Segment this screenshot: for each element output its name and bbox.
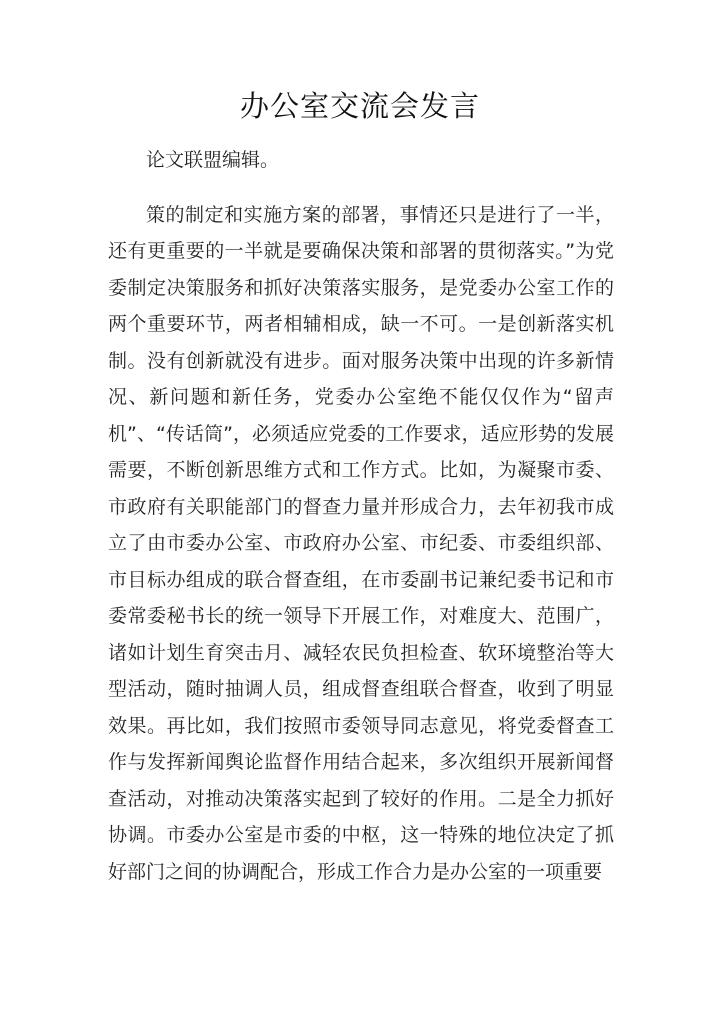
body-paragraph: 策的制定和实施方案的部署，事情还只是进行了一半，还有更重要的一半就是要确保决策和部署的贯彻落实。”为党委制定决策服务和抓好决策落实服务，是党委办公室工作的两个重要环节，两者相辅相成，缺一不可。一是创新落实机制。没有创新就没有进步。面对服务决策中出现的许多新情况、新问题和新任务，党委办公室绝不能仅仅作为“留声机”、“传话筒”，必须适应党委的工作要求，适应形势的发展需要，不断创新思维方式和工作方式。比如，为凝聚市委、市政府有关职能部门的督查力量并形成合力，去年初我市成立了由市委办公室、市政府办公室、市纪委、市委组织部、市目标办组成的联合督查组，在市委副书记兼纪委书记和市委常委秘书长的统一领导下开展工作，对难度大、范围广，诸如计划生育突击月、减轻农民负担检查、软环境整治等大型活动，随时抽调人员，组成督查组联合督查，收到了明显效果。再比如，我们按照市委领导同志意见，将党委督查工作与发挥新闻舆论监督作用结合起来，多次组织开展新闻督查活动，对推动决策落实起到了较好的作用。二是全力抓好协调。市委办公室是市委的中枢，这一特殊的地位决定了抓好部门之间的协调配合，形成工作合力是办公室的一项重要: [108, 203, 614, 883]
editor-note-paragraph: 论文联盟编辑。: [146, 149, 280, 171]
document-title: 办公室交流会发言: [239, 89, 480, 123]
document-body: [108, 142, 614, 890]
